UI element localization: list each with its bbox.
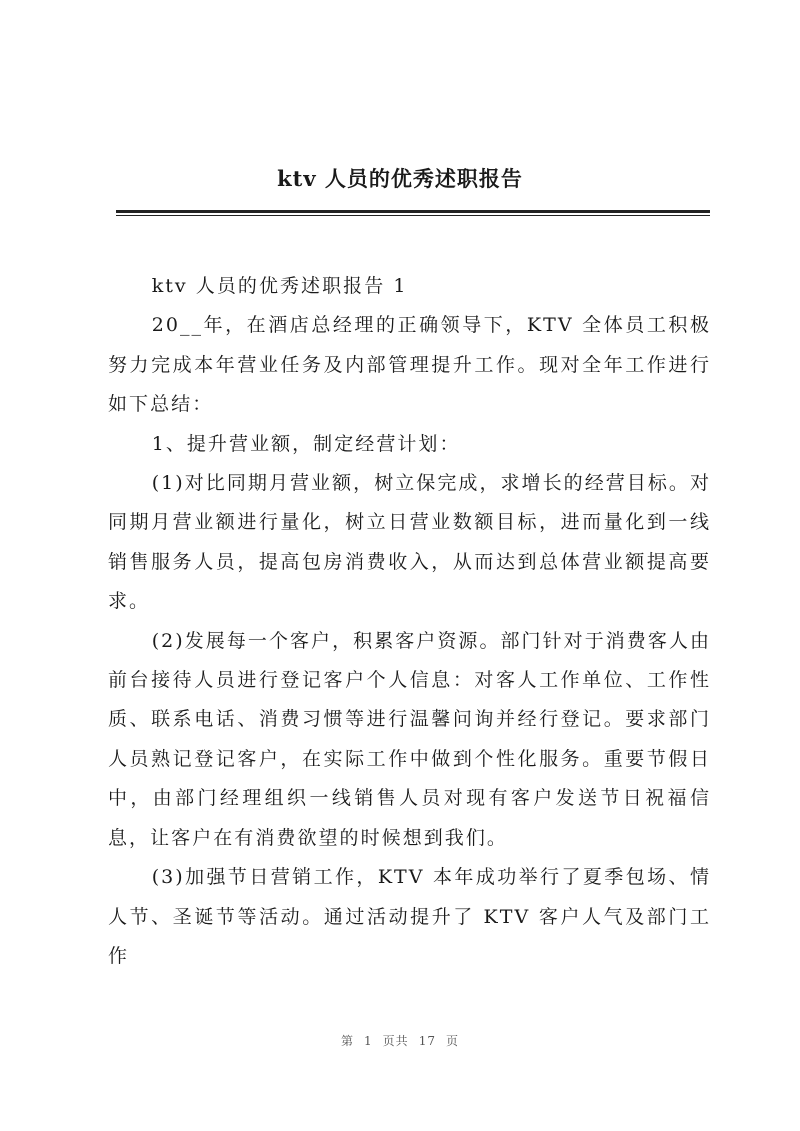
paragraph-item-1: (1)对比同期月营业额，树立保完成，求增长的经营目标。对同期月营业额进行量化，树立日营业数额目标，进而量化到一线销售服务人员，提高包房消费收入，从而达到总体营业额提高要求。 (108, 472, 712, 613)
footer-suffix: 页 (445, 1034, 459, 1048)
footer-mid: 页共 (382, 1034, 409, 1048)
page-number: 1 (364, 1034, 373, 1048)
paragraph-intro: 20__年，在酒店总经理的正确领导下，KTV 全体员工积极努力完成本年营业任务及内部管理提升工作。现对全年工作进行如下总结： (108, 314, 711, 416)
paragraph-point-1: 1、提升营业额，制定经营计划： (151, 432, 461, 455)
footer-prefix: 第 (341, 1034, 355, 1048)
page-total: 17 (418, 1034, 436, 1048)
page-footer (0, 1032, 800, 1049)
title-rule-thick (116, 210, 710, 213)
title-rule-thin (116, 215, 710, 216)
document-body (108, 267, 711, 976)
paragraph-item-2: (2)发展每一个客户，积累客户资源。部门针对于消费客人由前台接待人员进行登记客户个人信息：对客人工作单位、工作性质、联系电话、消费习惯等进行温馨问询并经行登记。要求部门人员熟记登记客户，在实际工作中做到个性化服务。重要节假日中，由部门经理组织一线销售人员对现有客户发送节日祝福信息，让客户在有消费欲望的时候想到我们。 (108, 629, 712, 849)
document-title: ktv 人员的优秀述职报告 (277, 166, 523, 191)
paragraph-item-3: (3)加强节日营销工作，KTV 本年成功举行了夏季包场、情人节、圣诞节等活动。通过活动提升了 KTV 客户人气及部门工作 (108, 866, 711, 967)
section-heading: ktv 人员的优秀述职报告 1 (151, 275, 408, 297)
